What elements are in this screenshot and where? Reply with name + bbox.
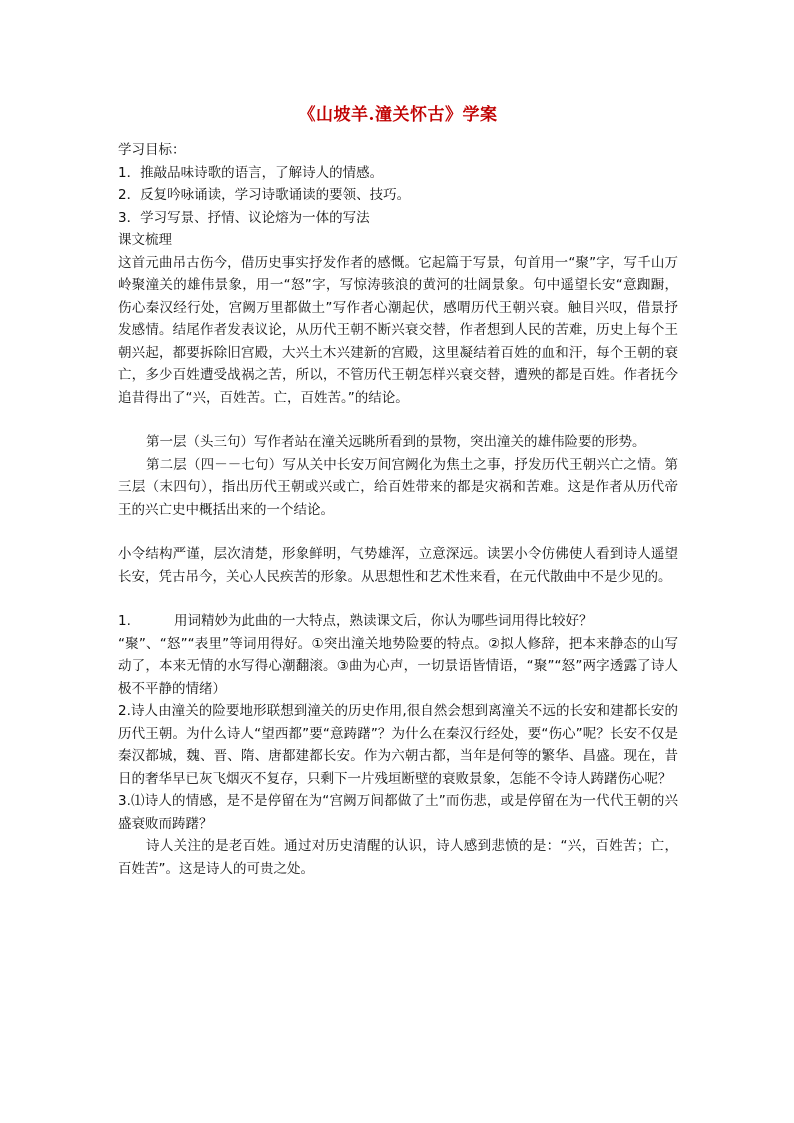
- objectives-heading: 学习目标：: [118, 142, 186, 158]
- objective-item-1: 1．推敲品味诗歌的语言，了解诗人的情感。: [118, 164, 384, 181]
- layer-1-paragraph: 第一层（头三句）写作者站在潼关远眺所看到的景物，突出潼关的雄伟险要的形势。: [146, 434, 646, 450]
- answer-1: “聚”、“怒”“表里”等词用得好。①突出潼关地势险要的特点。②拟人修辞，把本来静态的山写动了，本来无情的水写得心潮翻滚。③曲为心声，一切景语皆情语，“聚”“怒”两字透露了诗人极不平静的情绪）: [118, 635, 678, 697]
- layer-2-3-paragraph: 第二层（四－－七句）写从关中长安万间宫阙化为焦土之事，抒发历代王朝兴亡之情。第三层（末四句），指出历代王朝或兴或亡，给百姓带来的都是灾祸和苦难。这是作者从历代帝王的兴亡史中概括出来的一个结论。: [118, 456, 678, 518]
- question-1-number: 1.: [118, 613, 131, 629]
- objective-item-3: 3．学习写景、抒情、议论熔为一体的写法: [118, 209, 370, 226]
- question-1-text: 用词精妙为此曲的一大特点，熟读课文后，你认为哪些词用得比较好？: [174, 613, 593, 629]
- analysis-heading: 课文梳理: [118, 232, 172, 248]
- analysis-paragraph: 这首元曲吊古伤今，借历史事实抒发作者的感慨。它起篇于写景，句首用一“聚”字，写千山万岭聚潼关的雄伟景象，用一“怒”字，写惊涛骇浪的黄河的壮阔景象。句中遥望长安“意踟蹰，伤心秦汉经行处，宫阙万里都做土”写作者心潮起伏，感喟历代王朝兴衰。触目兴叹，借景抒发感情。结尾作者发表议论，从历代王朝不断兴衰交替，作者想到人民的苦难，历史上每个王朝兴起，都要拆除旧宫殿，大兴土木兴建新的宫殿，这里凝结着百姓的血和汗，每个王朝的衰亡，多少百姓遭受战祸之苦，所以，不管历代王朝怎样兴衰交替，遭殃的都是百姓。作者抚今追昔得出了“兴，百姓苦。亡，百姓苦。”的结论。: [118, 254, 678, 406]
- document-page: [118, 100, 678, 880]
- question-3: 3.⑴诗人的情感，是不是停留在为“宫阙万间都做了土”而伤悲，或是停留在为一代代王朝的兴盛衰败而踌躇？: [118, 793, 678, 832]
- objective-item-2: 2．反复吟咏诵读，学习诗歌诵读的要领、技巧。: [118, 187, 411, 203]
- answer-3: 诗人关注的是老百姓。通过对历史清醒的认识，诗人感到悲愤的是：“兴，百姓苦；亡，百姓苦”。这是诗人的可贵之处。: [118, 838, 678, 877]
- summary-paragraph: 小令结构严谨，层次清楚，形象鲜明，气势雄浑，立意深远。读罢小令仿佛使人看到诗人遥望长安，凭古吊今，关心人民疾苦的形象。从思想性和艺术性来看，在元代散曲中不是少见的。: [118, 546, 678, 585]
- question-2: 2.诗人由潼关的险要地形联想到潼关的历史作用,很自然会想到离潼关不远的长安和建都长安的历代王朝。为什么诗人“望西都”要“意踌躇”？为什么在秦汉行经处，要“伤心”呢？长安不仅是秦汉都城，魏、晋、隋、唐都建都长安。作为六朝古都，当年是何等的繁华、昌盛。现在，昔日的奢华早已灰飞烟灭不复存，只剩下一片残垣断壁的衰败景象，怎能不令诗人踌躇伤心呢？: [118, 703, 678, 787]
- page-title: 《山坡羊.潼关怀古》学案: [298, 105, 498, 125]
- question-1: [118, 610, 678, 633]
